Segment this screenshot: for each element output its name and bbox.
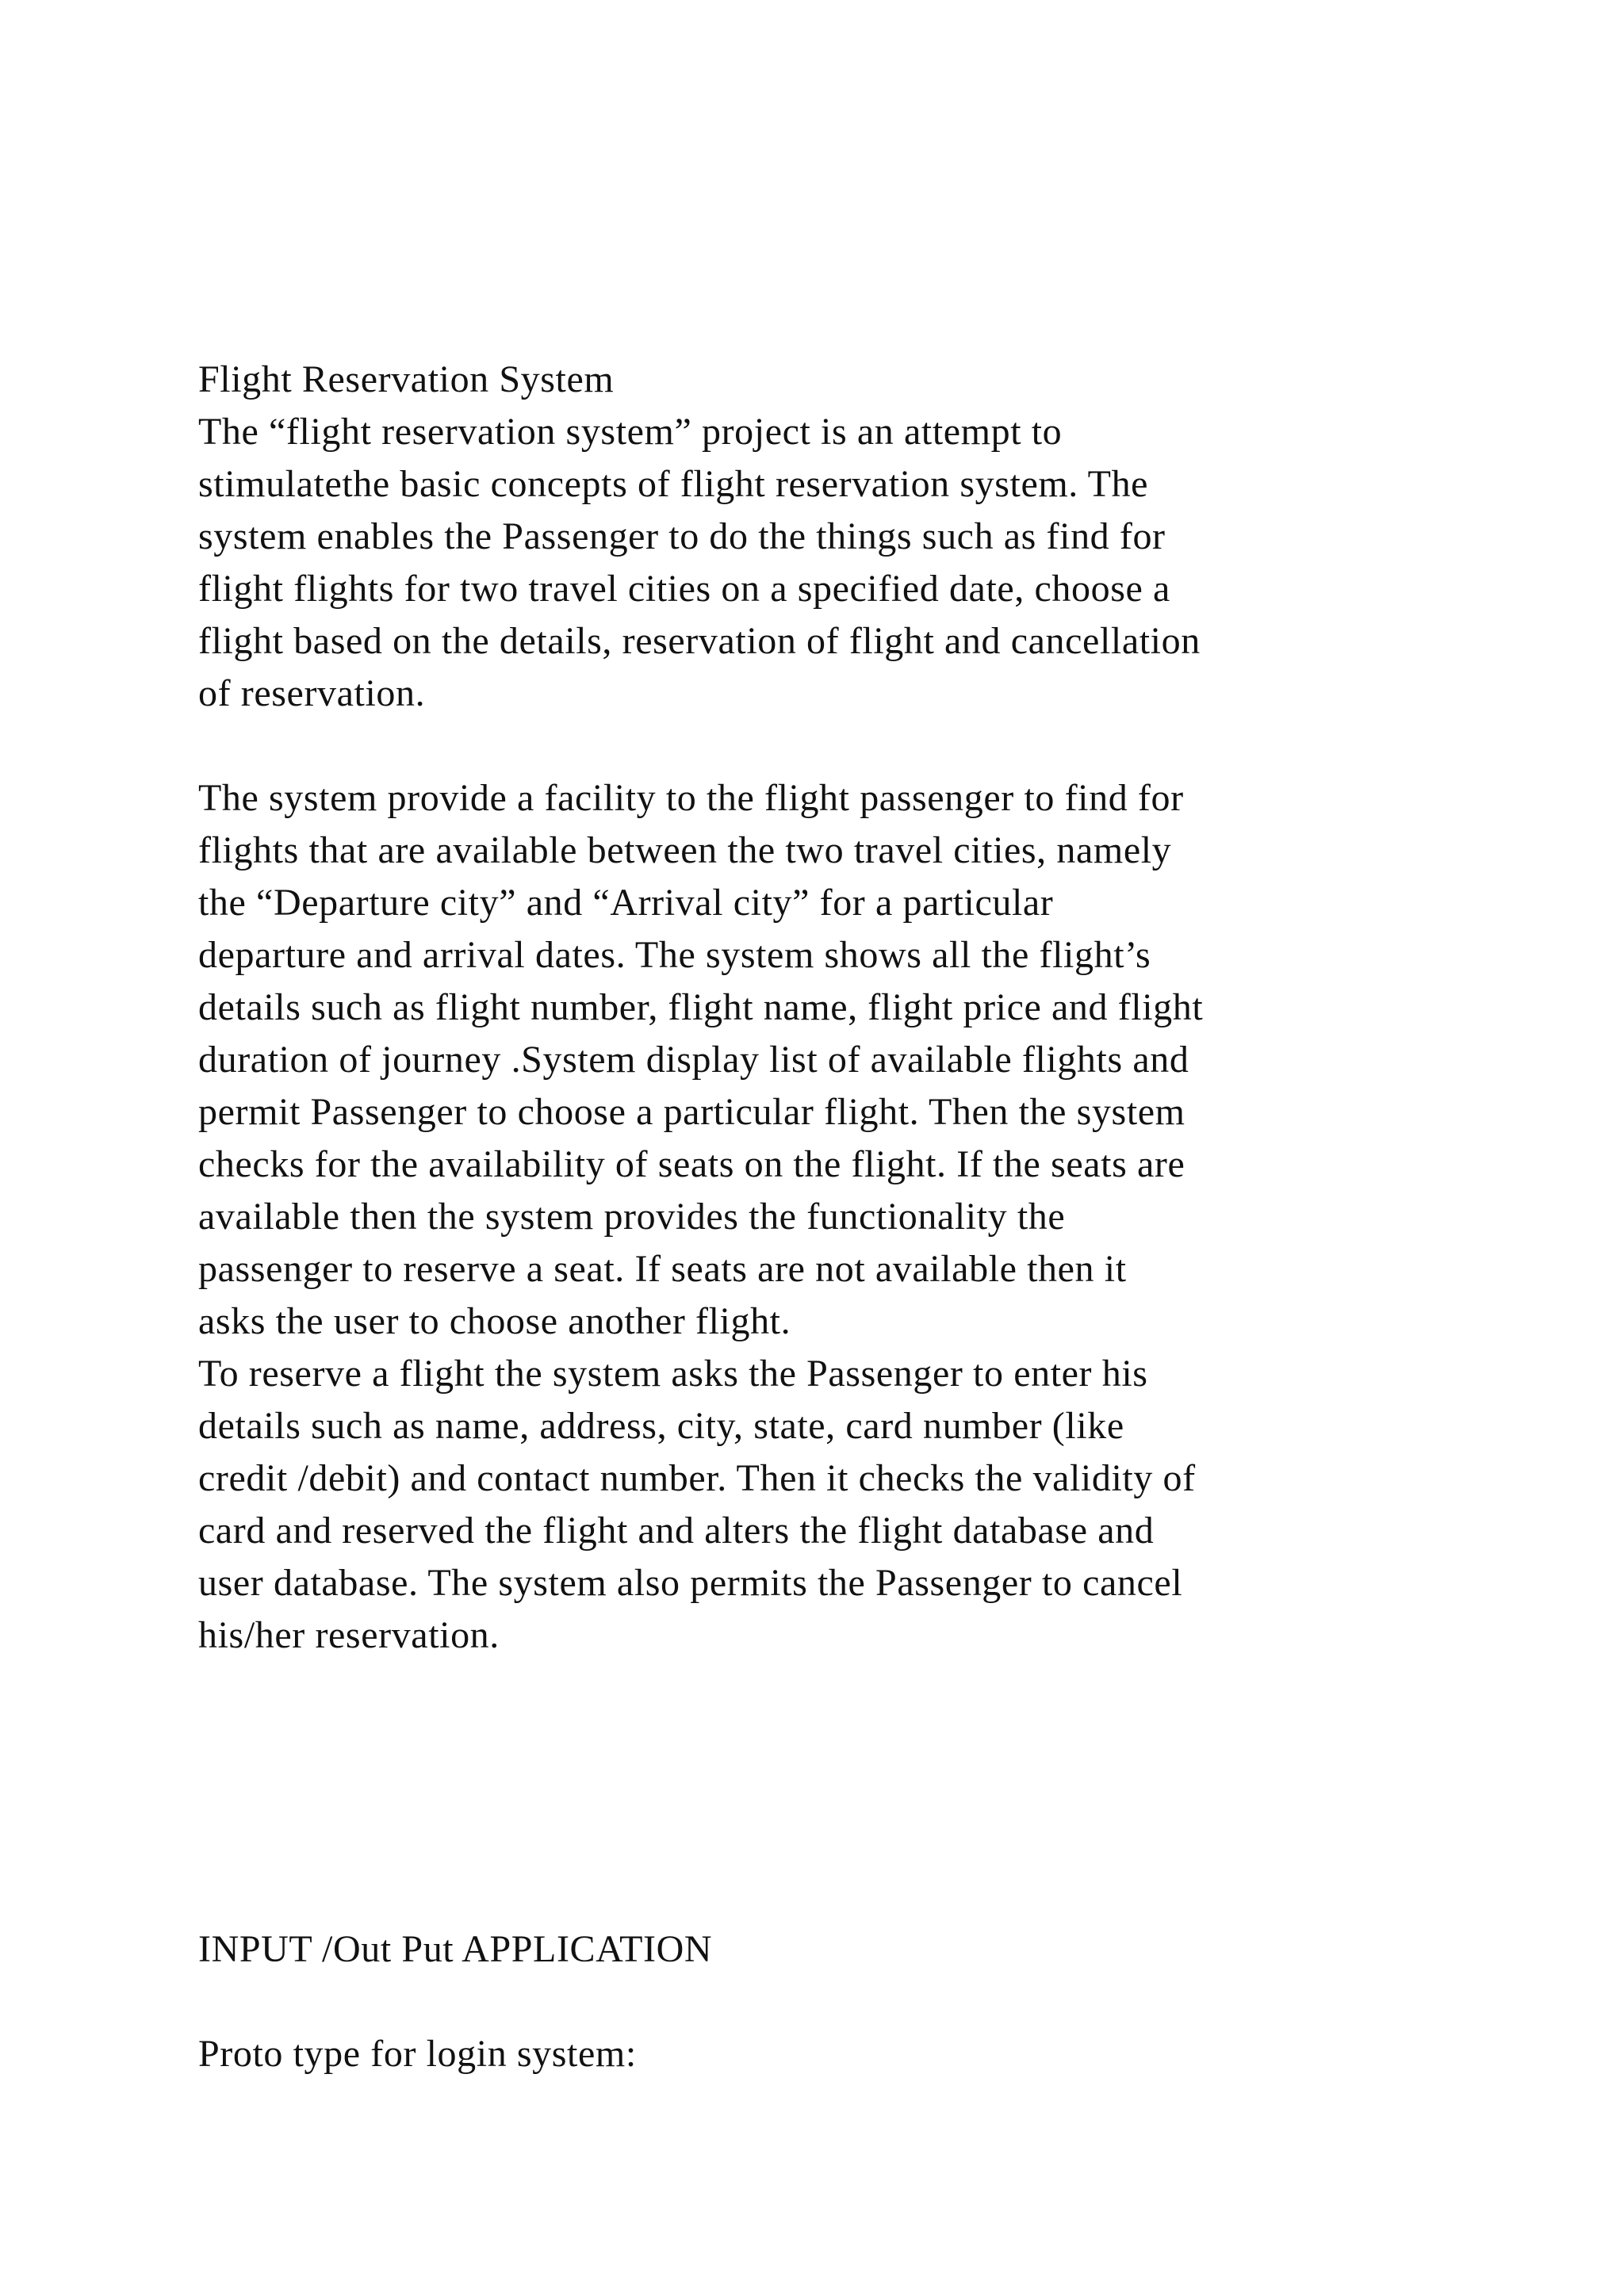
paragraph-2-line-11: asks the user to choose another flight.: [198, 1300, 791, 1342]
paragraph-2-line-6: duration of journey .System display list of available flights and: [198, 1039, 1189, 1081]
paragraph-2-line-1: The system provide a facility to the flight passenger to find for: [198, 777, 1184, 819]
paragraph-1-line-2: stimulatethe basic concepts of flight reservation system. The: [198, 463, 1149, 505]
paragraph-2-line-3: the “Departure city” and “Arrival city” for a particular: [198, 882, 1054, 924]
paragraph-1-line-5: flight based on the details, reservation of flight and cancellation: [198, 620, 1201, 662]
paragraph-2-line-9: available then the system provides the functionality the: [198, 1196, 1066, 1238]
paragraph-3-line-3: credit /debit) and contact number. Then it checks the validity of: [198, 1457, 1196, 1499]
paragraph-3-line-1: To reserve a flight the system asks the Passenger to enter his: [198, 1353, 1148, 1395]
paragraph-2-line-5: details such as flight number, flight name, flight price and flight: [198, 986, 1204, 1028]
paragraph-1-line-1: The “flight reservation system” project is an attempt to: [198, 411, 1063, 453]
section-heading: INPUT /Out Put APPLICATION: [198, 1928, 713, 1970]
paragraph-1-line-3: system enables the Passenger to do the things such as find for: [198, 515, 1166, 557]
paragraph-1-line-6: of reservation.: [198, 672, 426, 714]
paragraph-3-line-4: card and reserved the flight and alters the flight database and: [198, 1510, 1155, 1552]
paragraph-2-line-7: permit Passenger to choose a particular flight. Then the system: [198, 1091, 1185, 1133]
paragraph-2-line-2: flights that are available between the two travel cities, namely: [198, 829, 1172, 871]
paragraph-3-line-5: user database. The system also permits the Passenger to cancel: [198, 1562, 1183, 1604]
paragraph-2-line-10: passenger to reserve a seat. If seats are not available then it: [198, 1248, 1127, 1290]
paragraph-3-line-2: details such as name, address, city, state, card number (like: [198, 1405, 1124, 1447]
document-title: Flight Reservation System: [198, 358, 615, 400]
paragraph-2-line-4: departure and arrival dates. The system shows all the flight’s: [198, 934, 1151, 976]
paragraph-3-line-6: his/her reservation.: [198, 1614, 500, 1656]
paragraph-2-line-8: checks for the availability of seats on the flight. If the seats are: [198, 1143, 1185, 1185]
prototype-label: Proto type for login system:: [198, 2033, 637, 2075]
paragraph-1-line-4: flight flights for two travel cities on a specified date, choose a: [198, 568, 1170, 610]
